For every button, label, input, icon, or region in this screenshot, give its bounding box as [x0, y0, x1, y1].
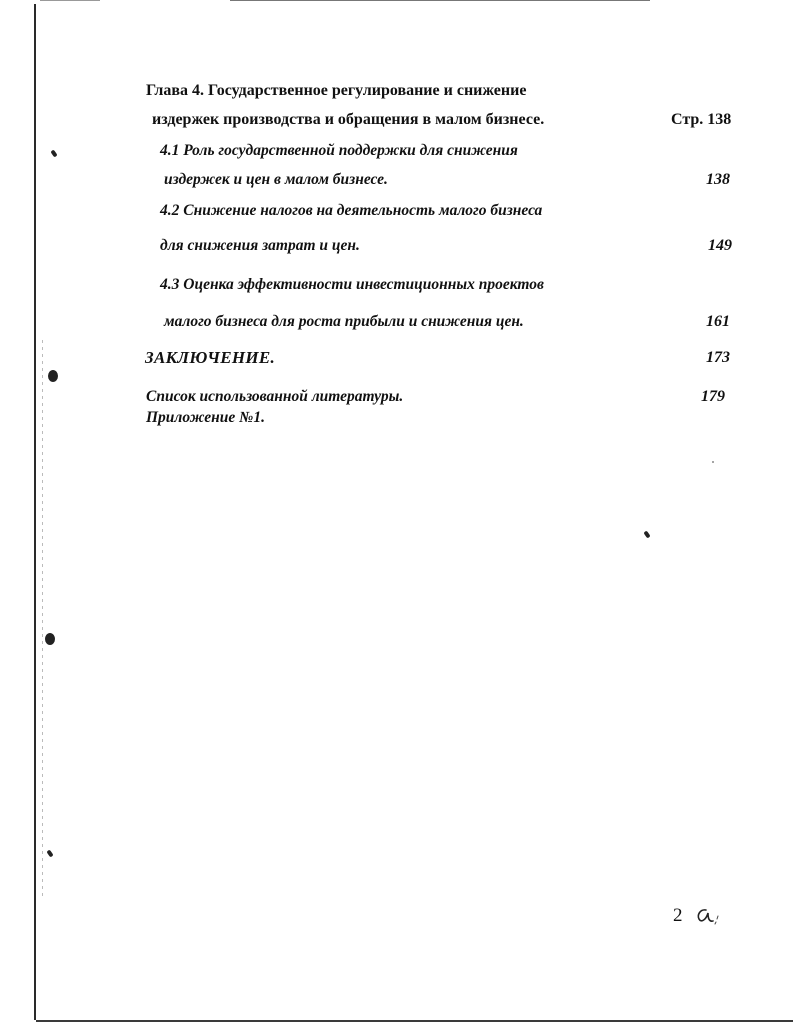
section-4-2-title-line1: 4.2 Снижение налогов на деятельность малого бизнеса: [160, 202, 543, 219]
section-4-3-title-line2: малого бизнеса для роста прибыли и снижения цен.: [164, 313, 524, 330]
section-4-3-title-line1: 4.3 Оценка эффективности инвестиционных проектов: [160, 276, 544, 293]
scan-speck: [50, 149, 57, 157]
scan-edge-left-faint: [42, 340, 43, 900]
handwritten-page-mark: [692, 900, 722, 930]
scan-edge-top: [230, 0, 650, 1]
references-title: Список использованной литературы.: [146, 388, 404, 405]
section-4-1-page-number: 138: [706, 171, 730, 188]
section-4-2-page-number: 149: [708, 237, 732, 254]
conclusion-page-number: 173: [706, 349, 730, 366]
chapter4-title-line1: Глава 4. Государственное регулирование и снижение: [146, 82, 527, 99]
scan-edge-top-left: [40, 0, 100, 1]
scan-speck: [46, 849, 53, 857]
page-folio-number: 2: [673, 905, 683, 926]
conclusion-title: ЗАКЛЮЧЕНИЕ.: [145, 348, 276, 367]
scan-edge-bottom: [36, 1020, 793, 1022]
scan-speck: [643, 530, 650, 538]
binder-hole: [45, 633, 55, 645]
scan-edge-left: [34, 4, 36, 1020]
section-4-3-page-number: 161: [706, 313, 730, 330]
scan-dot: [712, 461, 714, 463]
section-4-1-title-line2: издержек и цен в малом бизнесе.: [164, 171, 388, 188]
chapter4-page-number: Стр. 138: [671, 111, 732, 128]
chapter4-title-line2: издержек производства и обращения в малом бизнесе.: [152, 111, 545, 128]
section-4-1-title-line1: 4.1 Роль государственной поддержки для снижения: [160, 142, 518, 159]
binder-hole: [48, 370, 58, 382]
section-4-2-title-line2: для снижения затрат и цен.: [160, 237, 360, 254]
references-page-number: 179: [701, 388, 725, 405]
appendix-title: Приложение №1.: [146, 409, 265, 426]
